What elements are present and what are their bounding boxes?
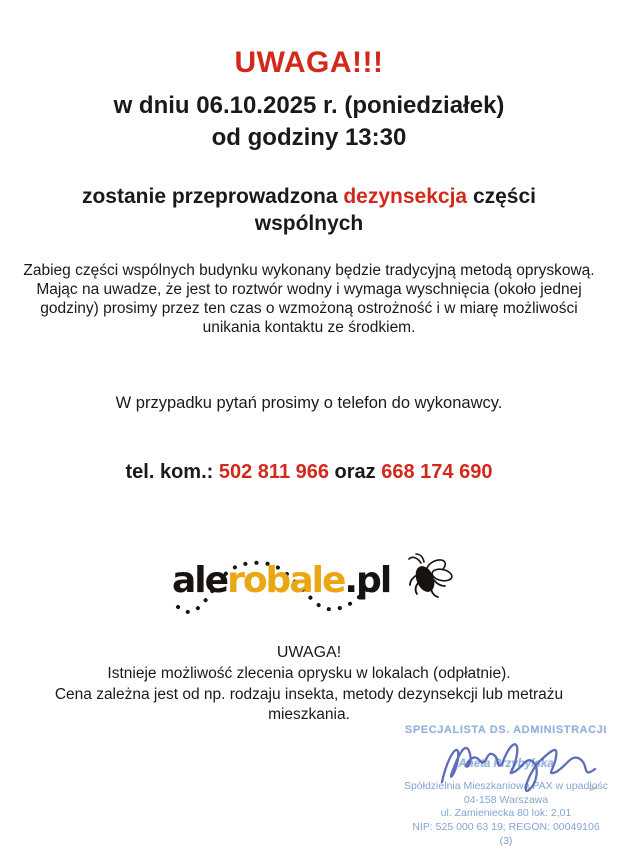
subheading <box>49 183 569 237</box>
stamp-org-line: Spółdzielnia Mieszkaniowa PAX w upadłośc <box>403 780 609 792</box>
logo-part-pl: .pl <box>344 560 391 601</box>
time-line: od godziny 13:30 <box>211 124 407 151</box>
subheading-post: części wspólnych <box>254 185 536 235</box>
stamp-city-line: 04-158 Warszawa <box>463 793 549 806</box>
logo-part-robale: robale <box>227 560 345 601</box>
paragraph-line: Mając na uwadze, że jest to roztwór wodny i wymaga wyschnięcia (około jednej <box>36 281 582 298</box>
paragraph-line: Zabieg części wspólnych budynku wykonany będzie tradycyjną metodą opryskową. <box>23 262 595 279</box>
phone-prefix: tel. kom.: <box>125 461 219 483</box>
notice-line: Cena zależna jest od np. rodzaju insekta, metody dezynsekcji lub metrażu <box>54 685 564 703</box>
notice-line: Istnieje możliwość zlecenia oprysku w lokalach (odpłatnie). <box>107 665 511 682</box>
company-stamp <box>382 724 618 849</box>
subheading-highlight: dezynsekcja <box>343 185 468 208</box>
subheading-pre: zostanie przeprowadzona <box>81 185 344 208</box>
stamp-role-line: SPECJALISTA DS. ADMINISTRACJI <box>404 724 608 736</box>
date-line: w dniu 06.10.2025 r. (poniedziałek) <box>113 92 505 119</box>
handwritten-signature <box>434 726 602 804</box>
phone-line <box>0 461 618 484</box>
stamp-street-line: ul. Zamieniecka 80 lok: 2,01 <box>440 807 572 819</box>
phone-number-1: 502 811 966 <box>218 461 329 483</box>
notice-body <box>14 664 604 726</box>
notice-title: UWAGA! <box>276 644 342 661</box>
stamp-copy-number: (3) <box>499 835 513 847</box>
notice-line: mieszkania. <box>268 706 350 723</box>
alerobale-logo <box>164 545 454 623</box>
stamp-name-line: Aneta Przybylska <box>458 758 554 770</box>
cockroach-icon <box>407 553 453 601</box>
stamp-ids-line: NIP: 525 000 63 19; REGON: 00049106 <box>412 820 600 833</box>
paragraph-line: unikania kontaktu ze środkiem. <box>202 319 416 336</box>
phone-number-2: 668 174 690 <box>381 461 493 483</box>
body-paragraph <box>14 261 604 337</box>
logo-part-ale: ale <box>172 560 228 601</box>
logo-wordmark <box>172 561 390 601</box>
page-title: UWAGA!!! <box>234 46 384 79</box>
phone-separator: oraz <box>329 461 382 483</box>
paragraph-line: godziny) prosimy przez ten czas o wzmożoną ostrożność i w miarę możliwości <box>40 300 578 317</box>
contact-question-line: W przypadku pytań prosimy o telefon do wykonawcy. <box>115 394 503 412</box>
